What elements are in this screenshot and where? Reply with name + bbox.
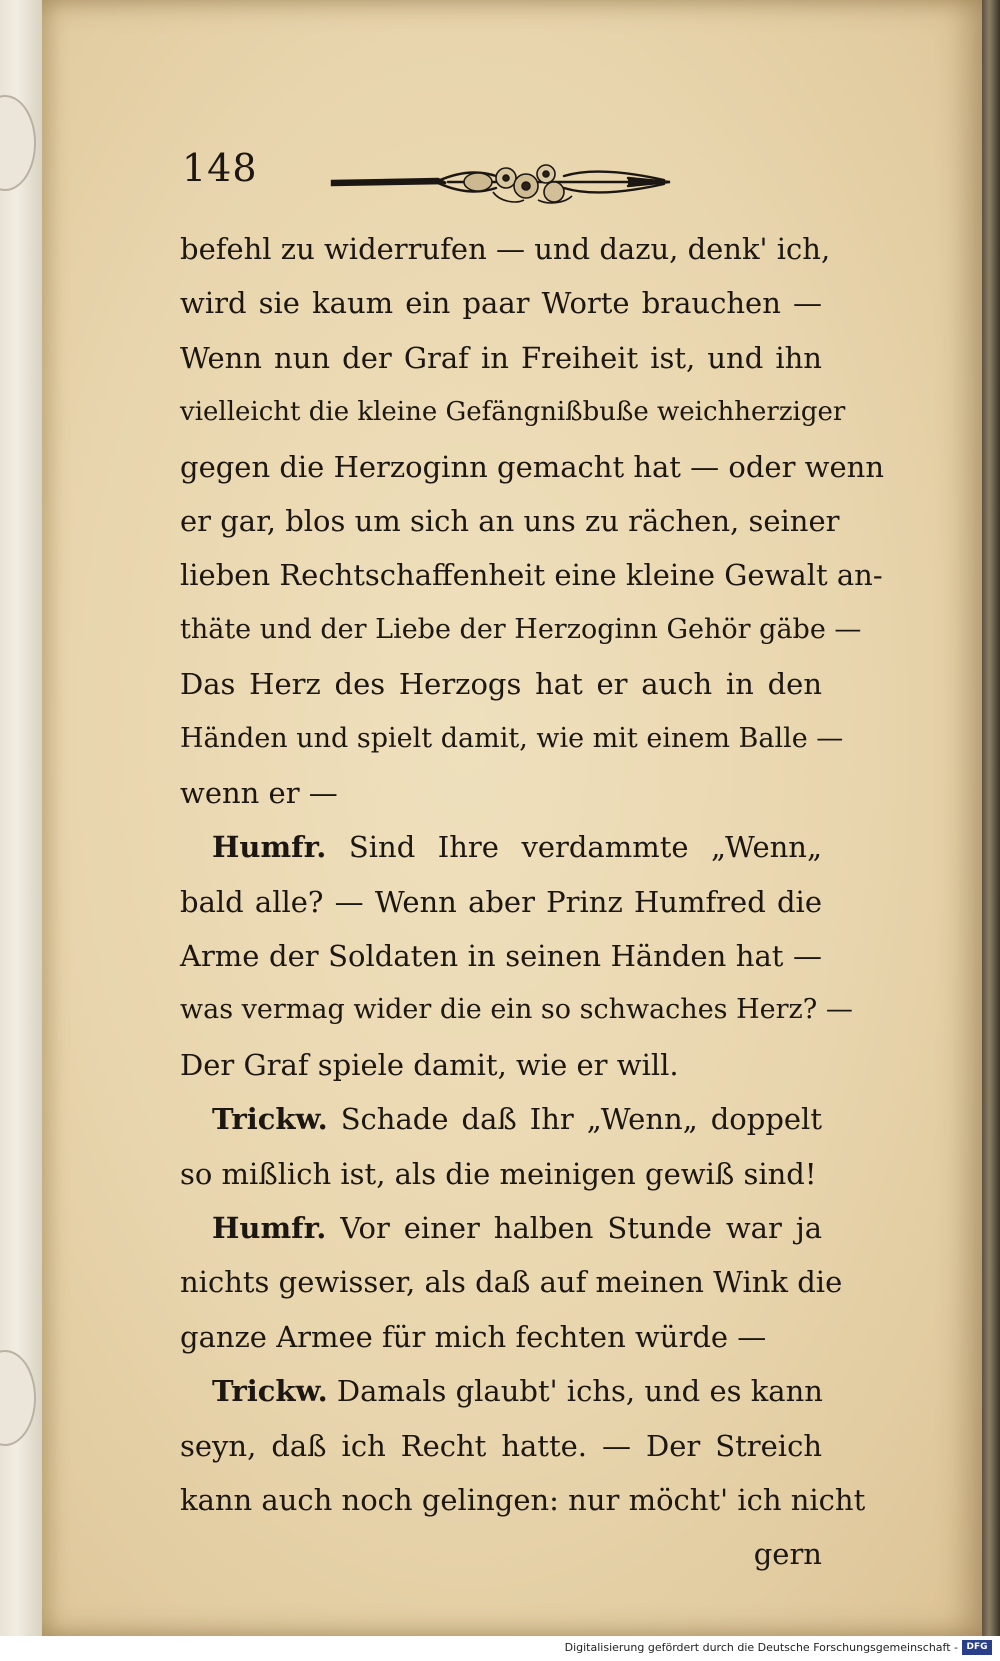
text-line: er gar, blos um sich an uns zu rächen, seiner [180, 503, 840, 538]
text-line: befehl zu widerrufen — und dazu, denk' ich, [180, 232, 831, 266]
text-line: vielleicht die kleine Gefängnißbuße weichherziger [180, 397, 846, 428]
dfg-logo-icon: DFG [962, 1640, 992, 1655]
speech-line: Humfr. Vor einer halben Stunde war ja [212, 1211, 822, 1246]
text-line: Händen und spielt damit, wie mit einem Balle — [180, 722, 844, 754]
speaker-name: Trickw. [212, 1374, 328, 1409]
text-line: lieben Rechtschaffenheit eine kleine Gewalt an- [180, 558, 883, 593]
body-text [180, 222, 885, 1582]
page-tab-bottom [0, 1350, 36, 1446]
text-line: so mißlich ist, als die meinigen gewiß sind! [180, 1156, 817, 1191]
page-tab-top [0, 95, 36, 191]
text-line: was vermag wider die ein so schwaches Herz? — [180, 994, 853, 1026]
ornament-vignette-icon [328, 162, 674, 210]
speech-line: Trickw. Damals glaubt' ichs, und es kann [212, 1374, 823, 1409]
speech-line: Trickw. Schade daß Ihr „Wenn„ doppelt [212, 1102, 822, 1137]
text-line: kann auch noch gelingen: nur möcht' ich nicht [180, 1482, 866, 1517]
footer-bar [0, 1636, 1000, 1661]
text-line: nichts gewisser, als daß auf meinen Wink die [180, 1265, 843, 1300]
book-fore-edge [982, 0, 1000, 1636]
text-line: Arme der Soldaten in seinen Händen hat — [180, 939, 822, 974]
text-line: bald alle? — Wenn aber Prinz Humfred die [180, 884, 822, 919]
speech-line: Humfr. Sind Ihre verdammte „Wenn„ [212, 830, 822, 865]
speaker-name: Humfr. [212, 1211, 327, 1246]
page-number: 148 [182, 146, 258, 190]
text-line: ganze Armee für mich fechten würde — [180, 1319, 767, 1354]
speaker-name: Trickw. [212, 1102, 328, 1137]
digitization-credit: Digitalisierung gefördert durch die Deutsche Forschungsgemeinschaft - [564, 1641, 958, 1654]
text-line: Wenn nun der Graf in Freiheit ist, und ihn [180, 340, 822, 375]
text-line: gegen die Herzoginn gemacht hat — oder wenn [180, 449, 885, 484]
text-line: Der Graf spiele damit, wie er will. [180, 1047, 679, 1082]
catchword: gern [753, 1537, 822, 1572]
text-line: seyn, daß ich Recht hatte. — Der Streich [180, 1428, 822, 1463]
text-line: Das Herz des Herzogs hat er auch in den [180, 667, 822, 702]
text-line: wird sie kaum ein paar Worte brauchen — [180, 286, 822, 321]
speaker-name: Humfr. [212, 830, 327, 865]
book-left-edge [0, 0, 42, 1640]
text-line: thäte und der Liebe der Herzoginn Gehör gäbe — [180, 613, 862, 645]
text-line: wenn er — [180, 775, 338, 810]
